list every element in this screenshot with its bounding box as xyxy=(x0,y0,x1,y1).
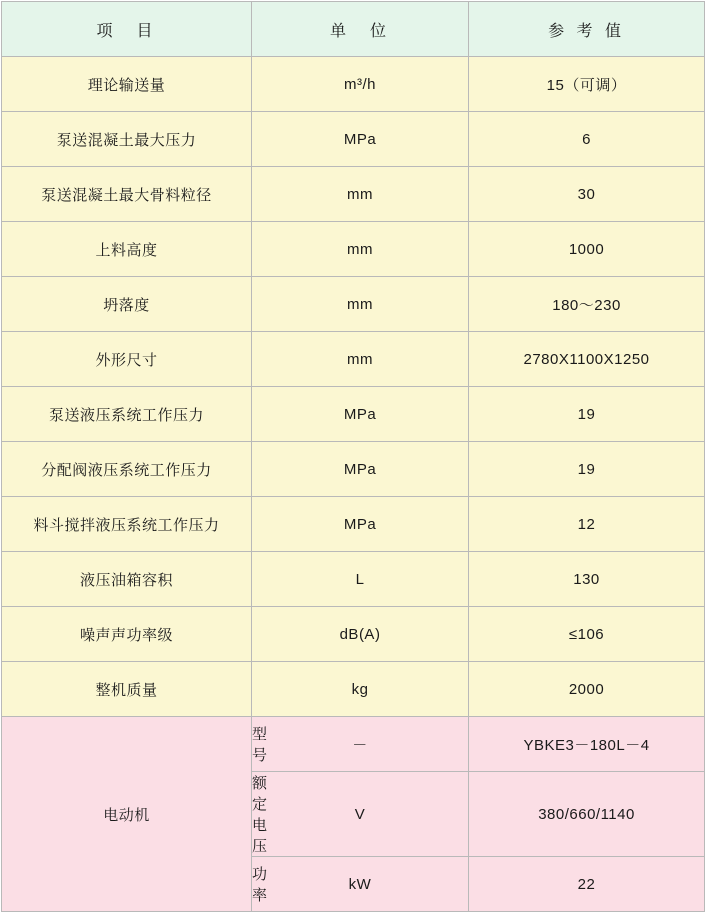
row-value: 6 xyxy=(469,112,705,167)
row-item: 分配阀液压系统工作压力 xyxy=(2,442,252,497)
row-value: ≤106 xyxy=(469,607,705,662)
row-value: 130 xyxy=(469,552,705,607)
row-unit: MPa xyxy=(252,497,469,552)
row-value: 2000 xyxy=(469,662,705,717)
row-item: 整机质量 xyxy=(2,662,252,717)
motor-unit: kW xyxy=(252,857,469,912)
row-item: 噪声声功率级 xyxy=(2,607,252,662)
row-unit: kg xyxy=(252,662,469,717)
row-value: 30 xyxy=(469,167,705,222)
motor-unit: － xyxy=(252,717,469,772)
row-unit: MPa xyxy=(252,442,469,497)
table-header-row xyxy=(2,2,705,57)
row-item: 上料高度 xyxy=(2,222,252,277)
header-value: 参 考 值 xyxy=(469,2,705,57)
table-row xyxy=(2,222,705,277)
table-row xyxy=(2,332,705,387)
motor-value: 22 xyxy=(469,857,705,912)
header-unit: 单 位 xyxy=(252,2,469,57)
row-value: 19 xyxy=(469,387,705,442)
table-row xyxy=(2,607,705,662)
row-unit: MPa xyxy=(252,387,469,442)
table-row xyxy=(2,497,705,552)
specification-table xyxy=(1,1,705,912)
table-row xyxy=(2,442,705,497)
table-row xyxy=(2,167,705,222)
row-item: 液压油箱容积 xyxy=(2,552,252,607)
row-unit: m³/h xyxy=(252,57,469,112)
motor-group-label: 电动机 xyxy=(2,717,252,912)
row-unit: L xyxy=(252,552,469,607)
motor-value: YBKE3－180L－4 xyxy=(469,717,705,772)
row-value: 12 xyxy=(469,497,705,552)
table-row xyxy=(2,57,705,112)
row-value: 180～230 xyxy=(469,277,705,332)
row-item: 理论输送量 xyxy=(2,57,252,112)
row-item: 外形尺寸 xyxy=(2,332,252,387)
row-unit: mm xyxy=(252,332,469,387)
row-value: 15（可调） xyxy=(469,57,705,112)
row-unit: mm xyxy=(252,167,469,222)
row-unit: MPa xyxy=(252,112,469,167)
row-item: 坍落度 xyxy=(2,277,252,332)
row-item: 泵送混凝土最大骨料粒径 xyxy=(2,167,252,222)
motor-row xyxy=(2,717,705,772)
row-unit: dB(A) xyxy=(252,607,469,662)
row-item: 泵送混凝土最大压力 xyxy=(2,112,252,167)
row-value: 2780X1100X1250 xyxy=(469,332,705,387)
row-unit: mm xyxy=(252,277,469,332)
table-row xyxy=(2,387,705,442)
motor-value: 380/660/1140 xyxy=(469,772,705,857)
table-row xyxy=(2,277,705,332)
header-item: 项 目 xyxy=(2,2,252,57)
row-item: 料斗搅拌液压系统工作压力 xyxy=(2,497,252,552)
row-item: 泵送液压系统工作压力 xyxy=(2,387,252,442)
table-row xyxy=(2,552,705,607)
table-row xyxy=(2,112,705,167)
row-value: 19 xyxy=(469,442,705,497)
row-value: 1000 xyxy=(469,222,705,277)
motor-unit: V xyxy=(252,772,469,857)
row-unit: mm xyxy=(252,222,469,277)
table-row xyxy=(2,662,705,717)
